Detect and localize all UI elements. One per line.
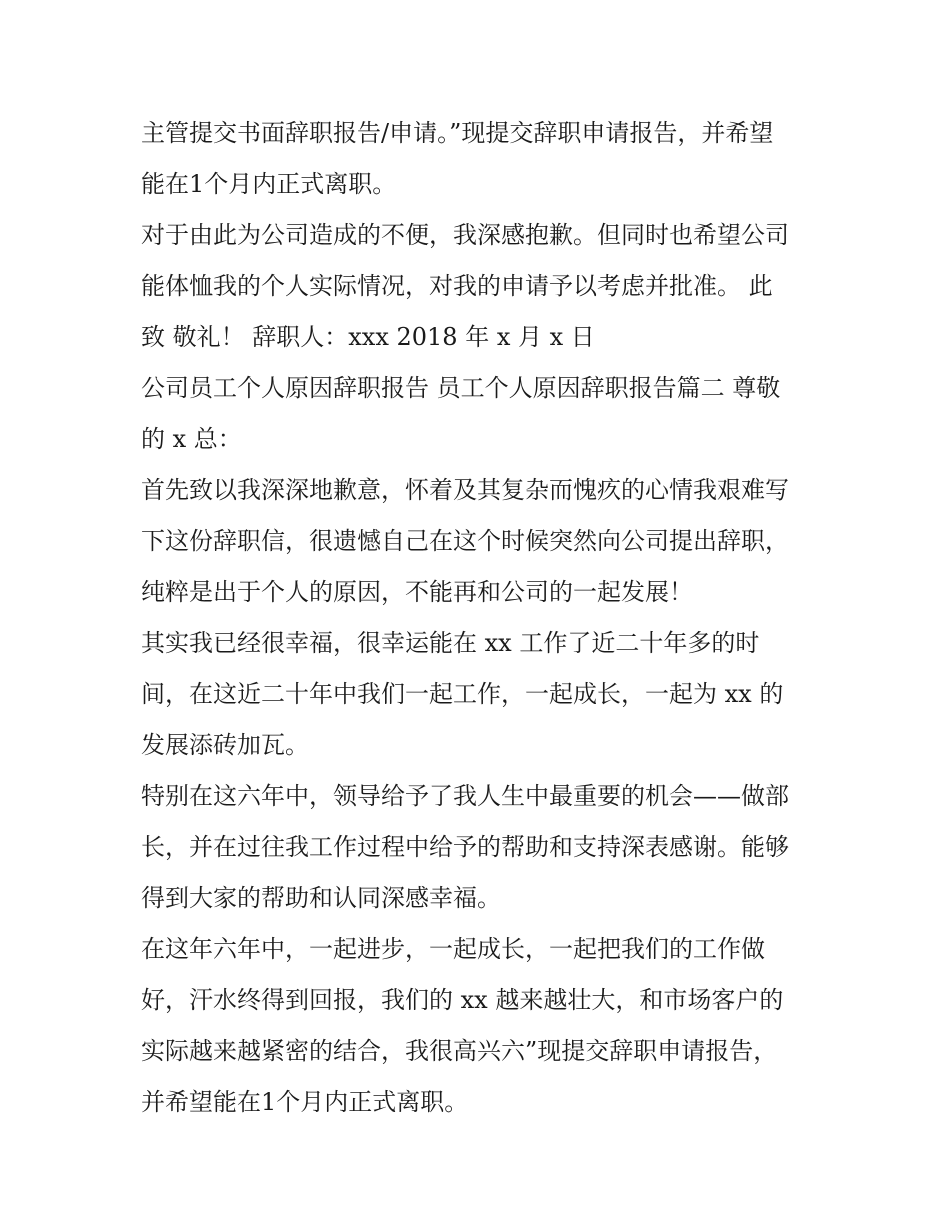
document-body [141, 108, 821, 1128]
text-line: 首先致以我深深地歉意，怀着及其复杂而愧疚的心情我艰难写 [141, 476, 789, 504]
text-line: 特别在这六年中，领导给予了我人生中最重要的机会——做部 [141, 782, 789, 810]
text-line: 纯粹是出于个人的原因，不能再和公司的一起发展！ [141, 578, 693, 606]
text-line: 得到大家的帮助和认同深感幸福。 [141, 884, 501, 912]
text-line: 下这份辞职信，很遗憾自己在这个时候突然向公司提出辞职， [141, 527, 789, 555]
text-line: 主管提交书面辞职报告/申请。”现提交辞职申请报告，并希望 [141, 119, 774, 147]
text-line: 对于由此为公司造成的不便，我深感抱歉。但同时也希望公司 [141, 221, 789, 249]
text-line: 其实我已经很幸福，很幸运能在 xx 工作了近二十年多的时 [141, 629, 760, 657]
text-line: 能在1个月内正式离职。 [141, 170, 397, 198]
text-line: 的 x 总： [141, 425, 242, 453]
text-line: 能体恤我的个人实际情况，对我的申请予以考虑并批准。 此 [141, 272, 773, 300]
text-line: 实际越来越紧密的结合，我很高兴六”现提交辞职申请报告， [141, 1037, 778, 1065]
text-line: 在这年六年中，一起进步，一起成长，一起把我们的工作做 [141, 935, 765, 963]
text-line: 间，在这近二十年中我们一起工作，一起成长，一起为 xx 的 [141, 680, 784, 708]
text-line: 致 敬礼！ 辞职人：xxx 2018 年 x 月 x 日 [141, 323, 595, 351]
text-line: 并希望能在1个月内正式离职。 [141, 1088, 469, 1116]
text-line: 公司员工个人原因辞职报告 员工个人原因辞职报告篇二 尊敬 [141, 374, 781, 402]
text-line: 长，并在过往我工作过程中给予的帮助和支持深表感谢。能够 [141, 833, 789, 861]
text-line: 发展添砖加瓦。 [141, 731, 309, 759]
text-line: 好，汗水终得到回报，我们的 xx 越来越壮大，和市场客户的 [141, 986, 784, 1014]
